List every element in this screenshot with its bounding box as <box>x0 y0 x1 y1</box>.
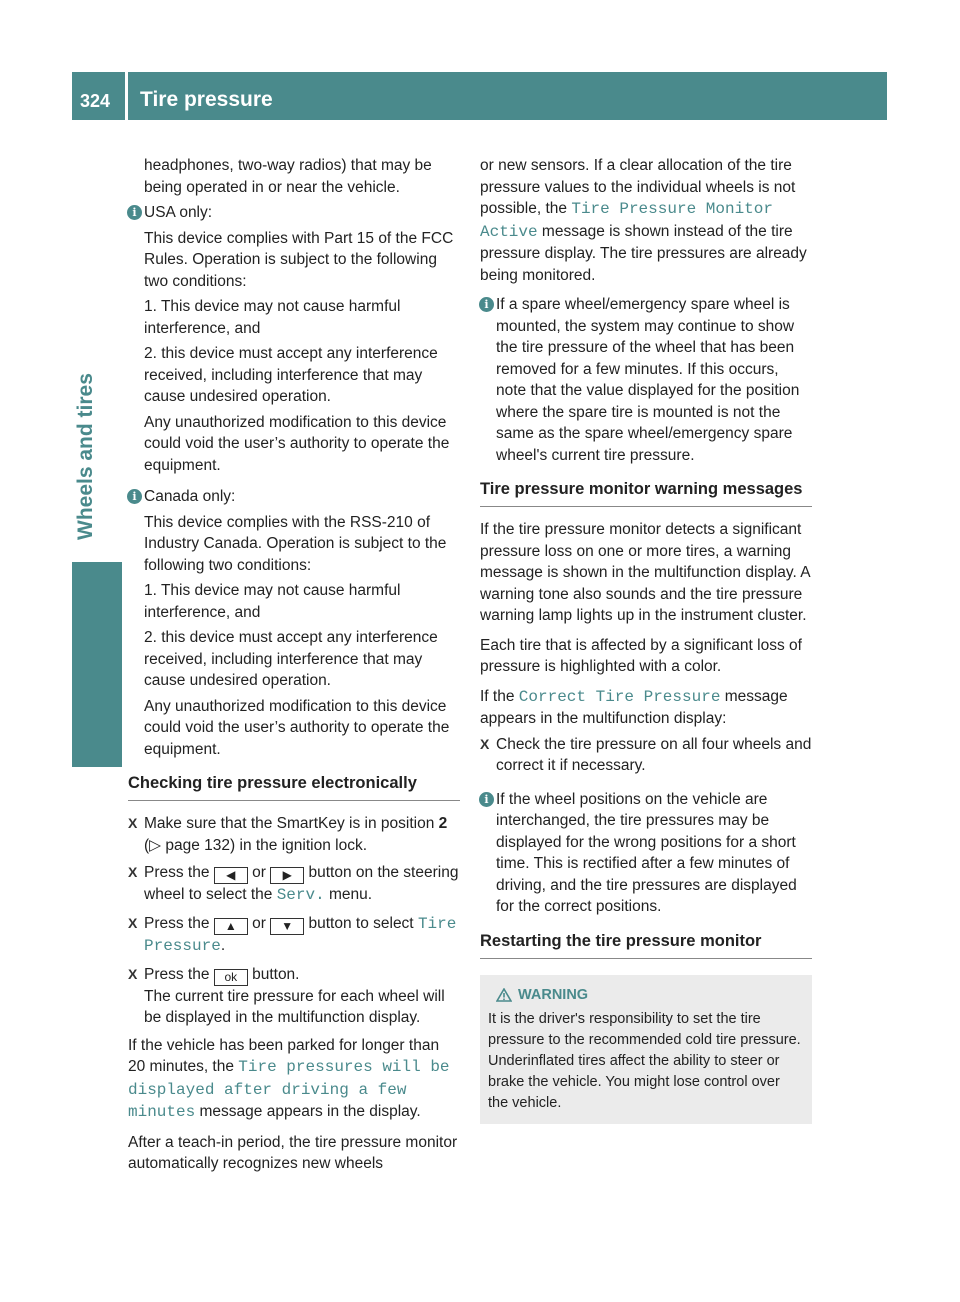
step-text: Press the <box>144 914 214 932</box>
up-arrow-key-icon: ▲ <box>214 918 248 935</box>
paragraph-text: message appears in the multifunction display: <box>480 687 788 727</box>
page-number: 324 <box>80 91 111 111</box>
interchange-text: If the wheel positions on the vehicle are interchanged, the tire pressures may be displayed for the wrong positions for a short time. This is rectified after a few minutes of driving, and the tire pressures are displayed for the correct positions. <box>496 790 797 915</box>
left-column <box>128 155 460 1183</box>
paragraph-text: message appears in the display. <box>195 1103 421 1120</box>
info-icon: i <box>479 792 494 807</box>
section-heading-warning-messages: Tire pressure monitor warning messages <box>480 478 812 507</box>
usa-note <box>128 202 460 476</box>
info-icon: i <box>127 205 142 220</box>
canada-paragraph-3: 2. this device must accept any interference received, including interference that may cause undesired operation. <box>144 629 438 689</box>
step-text: Press the <box>144 965 214 983</box>
side-tab-marker <box>72 562 122 767</box>
step-press-ok <box>128 964 460 1029</box>
step-marker-icon: X <box>128 815 138 831</box>
display-text-monitor-active: Tire Pressure Monitor Active <box>480 200 773 241</box>
intro-block <box>128 155 460 198</box>
step-marker-icon: X <box>128 914 138 931</box>
canada-paragraph-1: This device complies with the RSS-210 of Industry Canada. Operation is subject to the following two conditions: <box>144 513 447 574</box>
step-text: Check the tire pressure on all four wheels and correct it if necessary. <box>496 735 812 774</box>
step-select-serv <box>128 862 460 907</box>
spare-wheel-text: If a spare wheel/emergency spare wheel is mounted, the system may continue to show the tire pressure of the wheel that has been removed for a few minutes. If this occurs, note that the value displayed for the position where the spare tire is mounted is not the same as the spare wheel/emergency spare wheel's current tire pressure. <box>496 296 800 464</box>
spare-wheel-note <box>480 294 812 466</box>
display-text-pressures-after-driving: Tire pressures will be displayed after driving a few minutes <box>128 1058 450 1121</box>
usa-paragraph-1: This device complies with Part 15 of the FCC Rules. Operation is subject to the following two conditions: <box>144 229 454 290</box>
step-text: Make sure that the SmartKey is in position <box>144 815 439 832</box>
page-title: Tire pressure <box>140 88 273 111</box>
step-text: (▷ page 132) in the ignition lock. <box>144 836 368 854</box>
usa-paragraph-2: 1. This device may not cause harmful interference, and <box>144 298 401 337</box>
right-column <box>480 155 812 1124</box>
side-tab-label: Wheels and tires <box>74 373 97 540</box>
section-heading-checking: Checking tire pressure electronically <box>128 772 460 801</box>
usa-title: USA only: <box>144 204 213 221</box>
step-select-tire-pressure <box>128 913 460 958</box>
step-result-text: The current tire pressure for each wheel will be displayed in the multifunction display. <box>144 987 445 1026</box>
step-text: . <box>220 937 226 954</box>
step-check-pressure <box>480 734 812 777</box>
step-text: or <box>247 914 271 932</box>
display-text-tire-pressure: Tire Pressure <box>144 914 457 955</box>
paragraph-text: or new sensors. If a clear allocation of the tire pressure values to the individual wheels is not possible, the <box>480 157 796 217</box>
header-divider <box>125 72 128 120</box>
warning-triangle-icon <box>496 988 512 1002</box>
parked-paragraph <box>128 1035 460 1124</box>
step-text: button on the steering wheel to select the <box>144 864 459 903</box>
warning-label: WARNING <box>518 986 589 1003</box>
paragraph-text: If the vehicle has been parked for longer than 20 minutes, the <box>128 1036 440 1075</box>
continuation-paragraph <box>480 155 812 286</box>
section-heading-restarting: Restarting the tire pressure monitor <box>480 930 812 959</box>
intro-paragraph: headphones, two-way radios) that may be being operated in or near the vehicle. <box>144 157 432 196</box>
right-arrow-key-icon: ▶ <box>270 867 304 884</box>
info-icon: i <box>127 489 142 504</box>
ok-key-icon: ok <box>214 969 248 986</box>
step-marker-icon: X <box>480 735 490 752</box>
usa-paragraph-4: Any unauthorized modification to this device could void the user’s authority to operate the equipment. <box>144 413 450 474</box>
info-icon: i <box>479 297 494 312</box>
warning-paragraph-2: Each tire that is affected by a significant loss of pressure is highlighted with a color. <box>480 636 802 675</box>
correct-pressure-paragraph <box>480 686 812 730</box>
paragraph-text: message is shown instead of the tire pressure display. The tire pressures are already being monitored. <box>480 222 807 284</box>
left-arrow-key-icon: ◀ <box>214 867 248 884</box>
step-text: button. <box>247 965 300 983</box>
canada-note <box>128 486 460 760</box>
warning-text: It is the driver's responsibility to set the tire pressure to the recommended cold tire pressure. Underinflated tires affect the ability to steer or brake the vehicle. You might lose control over the vehicle. <box>488 1010 801 1111</box>
position-number: 2 <box>438 815 448 832</box>
teach-in-paragraph: After a teach-in period, the tire pressure monitor automatically recognizes new wheels <box>128 1133 458 1172</box>
step-text: or <box>247 864 271 881</box>
step-text: Press the <box>144 864 214 881</box>
step-marker-icon: X <box>128 864 138 880</box>
display-text-serv: Serv. <box>276 886 325 904</box>
paragraph-text: If the <box>480 687 519 705</box>
step-smartkey <box>128 813 460 856</box>
canada-paragraph-4: Any unauthorized modification to this device could void the user’s authority to operate the equipment. <box>144 697 450 758</box>
canada-title: Canada only: <box>144 488 236 505</box>
interchange-note <box>480 789 812 918</box>
display-text-correct-pressure: Correct Tire Pressure <box>518 687 721 706</box>
warning-box <box>480 975 812 1124</box>
usa-paragraph-3: 2. this device must accept any interference received, including interference that may cause undesired operation. <box>144 345 438 405</box>
down-arrow-key-icon: ▼ <box>270 918 304 935</box>
step-marker-icon: X <box>128 965 138 982</box>
step-text: button to select <box>304 914 418 932</box>
warning-paragraph-1: If the tire pressure monitor detects a significant pressure loss on one or more tires, a warning message is shown in the multifunction display. A warning tone also sounds and the tire pressure warning lamp lights up in the instrument cluster. <box>480 521 810 624</box>
canada-paragraph-2: 1. This device may not cause harmful interference, and <box>144 582 401 621</box>
step-text: menu. <box>324 886 373 903</box>
warning-header <box>488 985 802 1006</box>
